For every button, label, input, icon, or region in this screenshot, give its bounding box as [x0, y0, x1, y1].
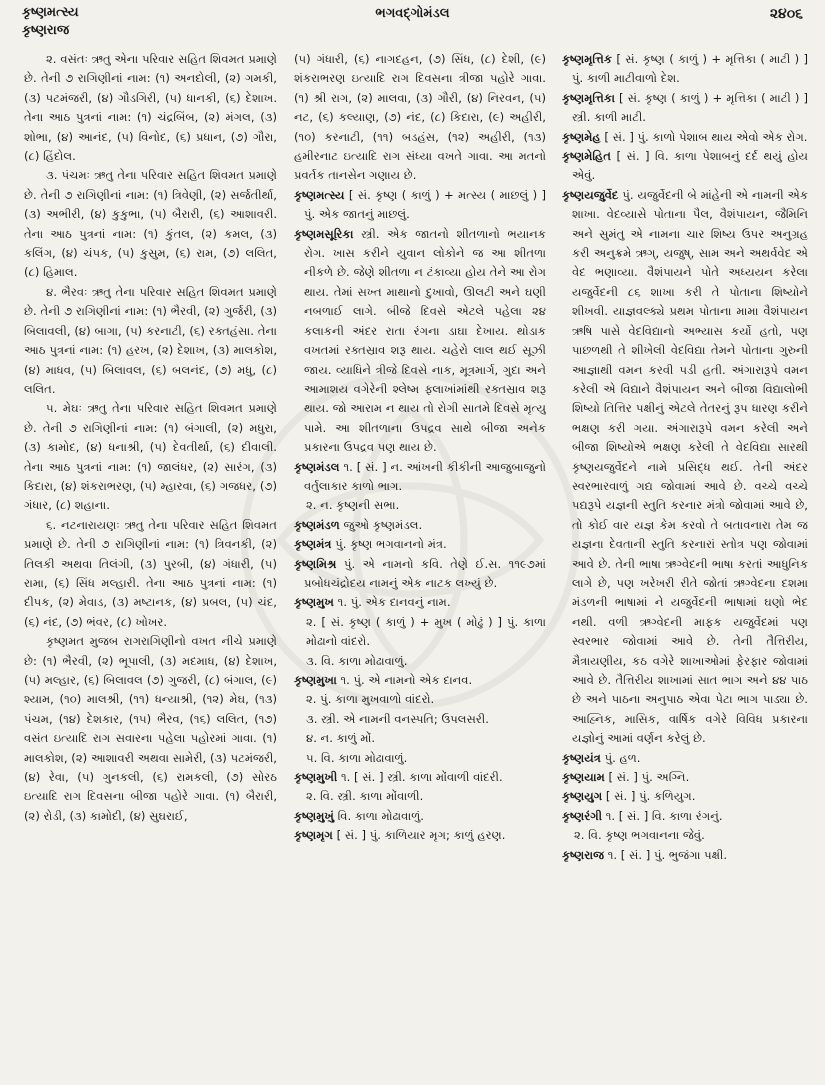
definition: પું. હળ.	[604, 750, 641, 765]
page-header	[0, 0, 825, 46]
definition: ૧. [ સં. ] સ્ત્રી. કાળા મોંવાળી વાંદરી.	[340, 770, 503, 785]
definition: [ સં. કૃષ્ણ ( કાળું ) + મત્સ્ય ( માછલું ) ] પું. એક જાતનું માછલું.	[304, 187, 546, 222]
headword: કૃષ્ણમેહિત	[562, 149, 611, 164]
definition: [ સં. કૃષ્ણ ( કાળું ) + મૃત્તિકા ( માટી ) ] પું. કાળી માટીવાળો દેશ.	[572, 52, 808, 86]
definition: ૧. [ સં. ] પું. ભુજંગા પક્ષી.	[607, 847, 728, 862]
column-1	[24, 50, 277, 1080]
page-number: ૨૪૦૬	[769, 6, 803, 22]
headword: કૃષ્ણમુખ	[294, 595, 334, 610]
definition: [ સં. ] વિ. કાળા પેશાબનું દર્દ થયું હોય એવું.	[572, 149, 808, 183]
dictionary-entry	[562, 50, 808, 89]
definition: [ સં. ] પું. કાળો પેશાબ થાય એવો એક રોગ.	[604, 129, 808, 144]
headword: કૃષ્ણમત્સ્ય	[294, 187, 345, 202]
definition: ૧. પું. એક દાનવનું નામ.	[337, 595, 451, 610]
sub-definition: ૩. સ્ત્રી. એ નામની વનસ્પતિ; ઉપલસરી.	[306, 711, 489, 726]
definition: પું. એ નામનો કવિ. તેણે ઈ.સ. ૧૧૯૭માં પ્રબોધચંદ્રોદય નામનું એક નાટક લખ્યું છે.	[304, 556, 546, 590]
page-title: ભગવદ્ગોમંડલ	[375, 6, 450, 21]
headword: કૃષ્ણમૃત્તિકા	[562, 90, 615, 105]
dictionary-entry	[294, 807, 546, 826]
dictionary-entry	[294, 555, 546, 594]
headword: કૃષ્ણમેહ	[562, 129, 601, 144]
definition: ૧. [ સં. ] વિ. કાળા રંગનું.	[605, 808, 723, 823]
headword: કૃષ્ણમંડલ	[294, 459, 340, 474]
definition: [ સં. ] પું. અગ્નિ.	[608, 770, 690, 785]
headword: કૃષ્ણમંત્ર	[294, 537, 332, 552]
dictionary-entry	[294, 535, 546, 554]
dictionary-entry	[562, 768, 808, 787]
headword: કૃષ્ણયંત્ર	[562, 750, 601, 765]
definition: ૧. પું. એ નામનો એક દાનવ.	[340, 673, 473, 687]
paragraph: ૨. વસંતઃ ઋતુ એના પરિવાર સહિત શિવમત પ્રમાણે છે. તેની ૭ રાગિણીનાં નામ: (૧) અનદોલી, (૨) ગમકી, (૩) પટમંજરી, (૪) ગૌડગિરી, (૫) ધાનકી, (૬) દેશાખ. તેના આઠ પુત્રનાં નામ: (૧) ચંદ્રબિંબ, (૨) મંગલ, (૩) શોભા, (૪) આનંદ, (૫) વિનોદ, (૬) પ્રધાન, (૭) ગૌરા, (૮) હિંદોલ.	[24, 52, 277, 164]
guide-word-top: કૃષ્ણમત્સ્ય	[22, 5, 79, 20]
definition: [ સં. ] પું. કળિયુગ.	[605, 789, 696, 804]
sub-definition: ૨. વિ. કૃષ્ણ ભગવાનના જેવું.	[574, 828, 705, 843]
definition: [ સં. કૃષ્ણ ( કાળું ) + મૃત્તિકા ( માટી ) ] સ્ત્રી. કાળી માટી.	[572, 90, 808, 125]
headword: કૃષ્ણમસૂરિકા	[294, 226, 354, 241]
dictionary-entry	[562, 128, 808, 147]
sub-definition: ૫. વિ. કાળા મોઢાવાળું.	[306, 750, 408, 765]
paragraph: ૪. ભૈરવઃ ઋતુ તેના પરિવાર સહિત શિવમત પ્રમાણે છે. તેની ૭ રાગિણીનાં નામ: (૧) ભૈરવી, (૨) ગુર્જરી, (૩) બિલાવલી, (૪) બાગા, (૫) કરનાટી, (૬) રક્તહંસા. તેના આઠ પુત્રનાં નામ: (૧) હરખ, (૨) દેશાખ, (૩) માલકોશ, (૪) માધવ, (૫) બિલાવલ, (૬) બલનંદ, (૭) મધુ, (૮) લલિત.	[24, 284, 277, 396]
dictionary-entry	[294, 458, 546, 497]
headword: કૃષ્ણયુગ	[562, 789, 603, 804]
column-3	[562, 50, 808, 1080]
dictionary-entry	[562, 749, 808, 768]
column-2	[294, 50, 546, 1080]
definition: વિ. કાળા મોઢાવાળું.	[337, 808, 424, 823]
dictionary-entry	[562, 846, 808, 865]
headword: કૃષ્ણમંડળ	[294, 517, 340, 532]
headword: કૃષ્ણરંગી	[562, 808, 603, 823]
paragraph: ૫. મેઘઃ ઋતુ તેના પરિવાર સહિત શિવમત પ્રમાણે છે. તેની ૭ રાગિણીનાં નામ: (૧) બંગાલી, (૨) મધુરા, (૩) કામોદ, (૪) ધનાશ્રી, (૫) દેવતીર્થા, (૬) દીવાલી. તેના આઠ પુત્રનાં નામ: (૧) જાલંધર, (૨) સારંગ, (૩) કિદારા, (૪) શંકરાભરણ, (૫) મ્હારવા, (૬) ગજધર, (૭) ગંધાર, (૮) શહાના.	[24, 401, 277, 513]
paragraph: (૫) ગંધારી, (૬) નાગદહન, (૭) સિંધ, (૮) દેશી, (૯) શંકરાભરણ ઇત્યાદિ રાગ દિવસના ત્રીજા પહોરે ગાવા. (૧) શ્રી રાગ, (૨) માલવા, (૩) ગૌરી, (૪) નિરવન, (૫) નટ, (૬) કલ્યાણ, (૭) નંદ, (૮) કિદારા, (૯) અહીરી, (૧૦) કરનાટી, (૧૧) બડહંસ, (૧૨) અહીરી, (૧૩) હમીરનાટ ઇત્યાદિ રાગ સંધ્યા વખતે ગાવા. આ મતનો પ્રવર્તક તાનસેન ગણાય છે.	[294, 52, 546, 183]
dictionary-entry	[294, 768, 546, 787]
dictionary-entry	[294, 826, 546, 845]
dictionary-entry	[562, 89, 808, 128]
sub-definition: ૨. વિ. સ્ત્રી. કાળા મોંવાળી.	[306, 789, 424, 804]
sub-definition: ૨. [ સં. કૃષ્ણ ( કાળું ) + મુખ ( મોઢું ) ] પું. કાળા મોઢાનો વાંદરો.	[306, 614, 546, 649]
definition: પું. યજુર્વેદની બે માંહેની એ નામની એક શાખા. વેદવ્યાસે પોતાના પૈલ, વૈશંપાયન, જૈમિનિ અને સુમંતુ એ નામના ચાર શિષ્ય ઉપર અનુગ્રહ કરી અનુક્રમે ઋગ્, યજુષ્, સામ અને અથર્વવેદ એ વેદ ભણાવ્યા. વૈશંપાયને પોતે અધ્યયન કરેલા યજુર્વેદની ૮૬ શાખા કરી તે પોતાના શિષ્યોને શીખવી. યાજ્ઞવલ્ક્યે પ્રથમ પોતાના મામા વૈશંપાયન ઋષિ પાસે વેદવિદ્યાનો અભ્યાસ કર્યો હતો, પણ પાછળથી તે શીખેલી વેદવિદ્યા તેમને પોતાના ગુરુની આજ્ઞાથી વમન કરવી પડી હતી. અંગારારૂપે વમન કરેલી એ વિદ્યાને વૈશંપાયન અને બીજા વિદ્યાલોભી શિષ્યો તિત્તિર પક્ષીનું એટલે તેતરનું રૂપ ધારણ કરીને ભક્ષણ કરી ગયા. અંગારારૂપે વમન કરેલી અને બીજા શિષ્યોએ ભક્ષણ કરેલી તે વેદવિદ્યા સારથી કૃષ્ણયજુર્વેદને નામે પ્રસિદ્ધ થઈ. તેની અંદર સ્વરભારવાળું ગદ્ય જોવામાં આવે છે. વચ્ચે વચ્ચે પદ્યરૂપે યજ્ઞની સ્તુતિ કરનાર મંત્રો જોવામાં આવે છે, તો કોઈ વાર યજ્ઞ કેમ કરવો તે બતાવનારા તેમ જ યજ્ઞના દેવતાની સ્તુતિ કરનારાં સ્તોત્ર પણ જોવામાં આવે છે. તેની ભાષા ઋગ્વેદની ભાષા કરતાં આધુનિક લાગે છે, પણ ખરેખરી રીતે જોતાં ઋગ્વેદના દશમા મંડળની ભાષામાં ને યજુર્વેદની ભાષામાં ઘણો ભેદ નથી. વળી ઋગ્વેદની માફક યજુર્વેદમાં પણ સ્વરભાર જોવામાં આવે છે. તેની તૈત્તિરીય, મૈત્રાયણીય, કઠ વગેરે શાખાઓમાં ફેરફાર જોવામાં આવે છે. તૈત્તિરીય શાખામાં સાત ભાગ અને ૪૪ પાઠ છે અને પાઠના અનુપાઠ એવા પેટા ભાગ પાડ્યા છે. આહ્નિક, માસિક, વાર્ષિક વગેરે વિવિધ પ્રકારના યજ્ઞોનું આમાં વર્ણન કરેલું છે.	[572, 187, 808, 746]
headword: કૃષ્ણમુખી	[294, 770, 338, 785]
headword: કૃષ્ણયજુર્વેદ	[562, 187, 619, 202]
paragraph: ૬. નટનારાયણઃ ઋતુ તેના પરિવાર સહિત શિવમત પ્રમાણે છે. તેની ૭ રાગિણીનાં નામ: (૧) ત્રિવનકી, (૨) તિલકી અથવા તિલંગી, (૩) પુરબી, (૪) ગંધારી, (૫) રામા, (૬) સિંધ મલ્હારી. તેના આઠ પુત્રનાં નામ: (૧) દીપક, (૨) મેવાડ, (૩) મષ્ટાનક, (૪) પ્રબલ, (૫) ચંદ, (૬) નંદ, (૭) ભંવર, (૮) ખોખર.	[24, 517, 277, 629]
definition: [ સં. ] પું. કાળિયાર મૃગ; કાળું હરણ.	[336, 828, 506, 843]
headword: કૃષ્ણમુખું	[294, 808, 334, 823]
headword: કૃષ્ણમુખા	[294, 673, 337, 687]
sub-definition: ૪. ન. કાળું મોં.	[306, 731, 376, 746]
headword: કૃષ્ણમૃત્તિક	[562, 52, 613, 66]
guide-word-bottom: કૃષ્ણરાજ	[22, 23, 70, 38]
sub-definition: ૩. વિ. કાળા મોઢાવાળું.	[306, 653, 408, 668]
dictionary-entry	[562, 787, 808, 806]
dictionary-entry	[294, 186, 546, 225]
definition: ૧. [ સં. ] ન. આંખની કીકીની આજુબાજુનો વર્તુલાકાર કાળો ભાગ.	[304, 459, 546, 493]
dictionary-entry	[562, 807, 808, 826]
paragraph: ૩. પંચમઃ ઋતુ તેના પરિવાર સહિત શિવમત પ્રમાણે છે. તેની ૭ રાગિણીનાં નામ: (૧) ત્રિવેણી, (૨) સર્જતીર્થા, (૩) અભીરી, (૪) કુકુભા, (૫) બૈરારી, (૬) આશાવરી. તેના આઠ પુત્રનાં નામ: (૧) કુંતલ, (૨) કમલ, (૩) કલિંગ, (૪) ચંપક, (૫) કુસુમ, (૬) રામ, (૭) લલિત, (૮) હિમાલ.	[24, 168, 277, 280]
dictionary-entry	[562, 186, 808, 749]
dictionary-entry	[294, 671, 546, 690]
paragraph: કૃષ્ણમત મુજબ રાગરાગિણીનો વખત નીચે પ્રમાણે છે: (૧) ભૈરવી, (૨) ભૂપાલી, (૩) મદમાધ, (૪) દેશાખ, (૫) મલ્હાર, (૬) બિલાવલ (૭) ગુજરી, (૮) બંગાલ, (૯) શ્યામ, (૧૦) માલશ્રી, (૧૧) ધન્યાશ્રી, (૧૨) મેઘ, (૧૩) પંચમ, (૧૪) દેશકાર, (૧૫) ભૈરવ, (૧૬) લલિત, (૧૭) વસંત ઇત્યાદિ રાગ સવારના પહેલા પહોરમાં ગાવા. (૧) માલકોશ, (૨) આશાવરી અથવા સામેરી, (૩) પટમંજરી, (૪) રેવા, (૫) ગુનકલી, (૬) રામકલી, (૭) સોરઠ ઇત્યાદિ રાગ દિવસના બીજા પહોરે ગાવા. (૧) બૈરારી, (૨) રોડી, (૩) કામોદી, (૪) સુઘરાઈ,	[24, 634, 277, 823]
definition: સ્ત્રી. એક જાતનો શીતળાનો ભયાનક રોગ. ખાસ કરીને યુવાન લોકોને જ આ શીતળા નીકળે છે. જેણે શીતળા ન ટંકાવ્યા હોય તેને આ રોગ થાય. તેમાં સખ્ત માથાનો દુખાવો, ઊલટી અને ઘણી નબળાઈ લાગે. બીજે દિવસે એટલે પહેલા ૨૪ કલાકની અંદર રાતા રંગના ડાઘા દેખાય. થોડાક વખતમાં રક્તસ્રાવ શરૂ થાય. ચહેરો લાલ થઈ સૂઝી જાય. વ્યાધિને ત્રીજે દિવસે નાક, મૂત્રમાર્ગ, ગુદા અને આમાશય વગેરેની શ્લેષ્મ ફ્લાખાંમાંથી રક્તસ્રાવ શરૂ થાય. જો આરામ ન થાય તો રોગી સાતમે દિવસે મૃત્યુ પામે. આ શીતળાના ઉપદ્રવ સાથે બીજા અનેક પ્રકારના ઉપદ્રવ પણ થાય છે.	[304, 226, 546, 455]
headword: કૃષ્ણયામ	[562, 770, 605, 785]
definition: પું. કૃષ્ણ ભગવાનનો મંત્ર.	[335, 537, 447, 552]
sub-definition: ૨. પું. કાળા મુખવાળો વાંદરો.	[306, 692, 435, 707]
dictionary-entry	[294, 593, 546, 612]
dictionary-entry	[294, 225, 546, 458]
sub-definition: ૨. ન. કૃષ્ણની સભા.	[306, 498, 400, 513]
headword: કૃષ્ણમૃગ	[294, 828, 333, 843]
definition: જુઓ કૃષ્ણમંડલ.	[343, 517, 423, 532]
headword: કૃષ્ણમિશ્ર	[294, 556, 337, 571]
dictionary-entry	[294, 516, 546, 535]
dictionary-entry	[562, 147, 808, 186]
headword: કૃષ્ણરાજ	[562, 847, 605, 862]
